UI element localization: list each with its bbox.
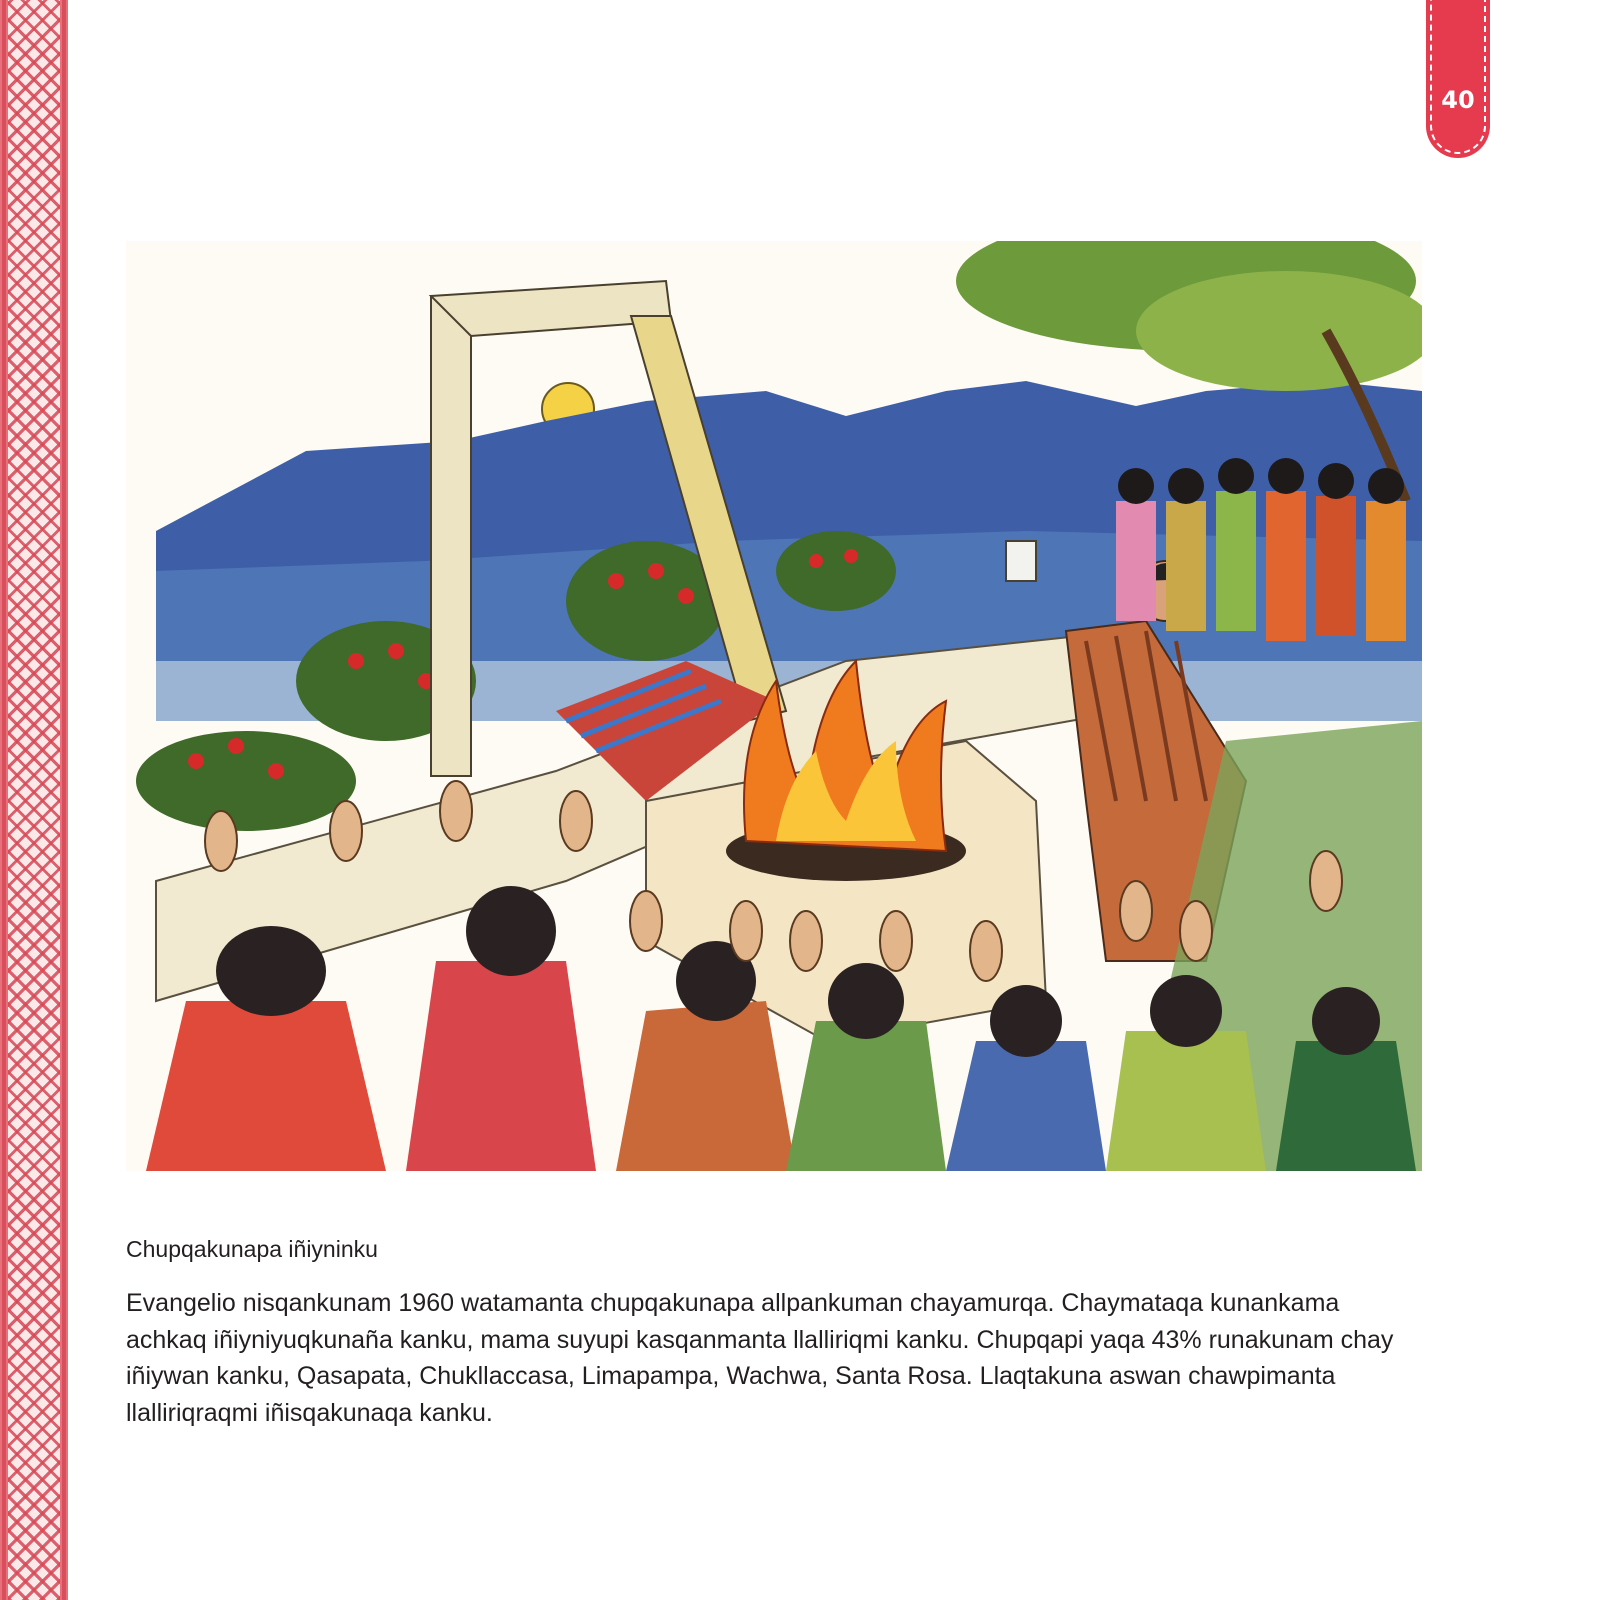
page-tab-stitching: [1430, 0, 1486, 154]
caption-body: Evangelio nisqankunam 1960 watamanta chupqakunapa allpankuman chayamurqa. Chaymataqa kunankama achkaq iñiyniyuqkunaña kanku, mama suyupi kasqanmanta llalliriqmi kanku. Chupqapi yaqa 43% runakunam chay iñiywan kanku, Qasapata, Chukllaccasa, Limapampa, Wachwa, Santa Rosa. Llaqtakuna aswan chawpimanta llalliriqraqmi iñisqakunaqa kanku.: [126, 1289, 1394, 1427]
page-number-tab: [1426, 0, 1490, 158]
page-number: 40: [1441, 86, 1475, 114]
caption-title: Chupqakunapa iñiyninku: [126, 1236, 378, 1262]
border-edge-left: [2, 0, 6, 1600]
border-pattern: [8, 0, 60, 1600]
border-edge-right: [62, 0, 66, 1600]
illustration-drawing: [126, 241, 1422, 1171]
cup: [1006, 541, 1036, 581]
decorative-border-strip: [0, 0, 68, 1600]
ritual-illustration: [126, 241, 1422, 1171]
flower-bushes: [136, 731, 356, 831]
stone-arch-left: [431, 296, 471, 776]
